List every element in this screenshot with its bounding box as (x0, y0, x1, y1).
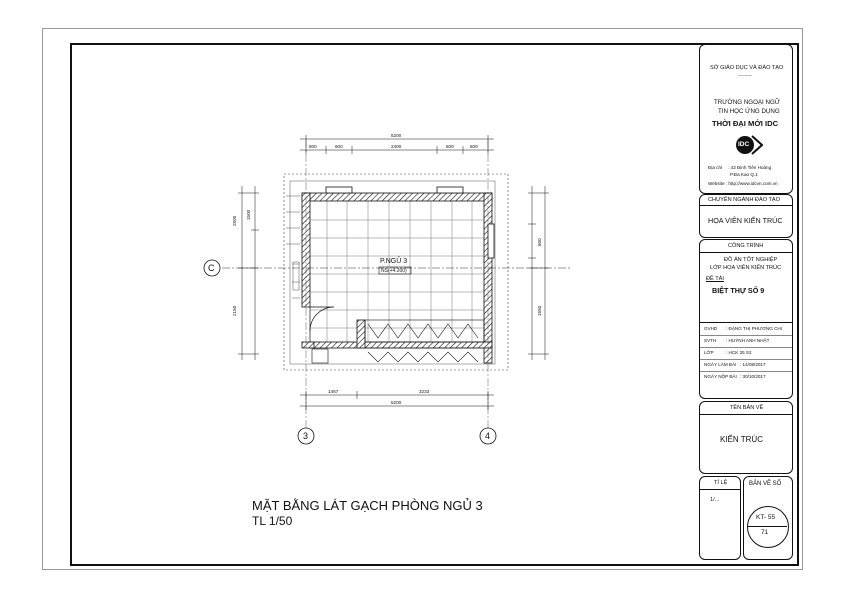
school-line2: TIN HỌC ỨNG DỤNG (718, 108, 780, 115)
dim-bottom-seg: 3233 (419, 389, 430, 394)
dim-bottom-seg: 1467 (328, 389, 339, 394)
school-line1: TRƯỜNG NGOẠI NGỮ (714, 99, 781, 106)
title-block-project (699, 239, 793, 399)
grid-label-3: 3 (303, 431, 309, 441)
info-label: GVHD (704, 326, 718, 331)
dim-right-1: 600 (537, 238, 542, 246)
dim-right-2: 1550 (537, 305, 542, 316)
dim-top-seg: 600 (309, 144, 317, 149)
major-value: HỌA VIÊN KIẾN TRÚC (708, 216, 783, 225)
sheet-page: 71 (761, 529, 769, 536)
idc-logo (730, 133, 764, 157)
sheet-no-value: KT- 55 (756, 514, 776, 521)
grid-label-4: 4 (485, 431, 491, 441)
title-block-major (699, 194, 793, 238)
room-level: NS(+4.200) (381, 267, 407, 274)
ministry-text: SỞ GIÁO DỤC VÀ ĐÀO TẠO (710, 65, 784, 71)
info-value: : HCK 35 S2 (726, 350, 752, 355)
scale-label: TỈ LỆ (714, 480, 728, 486)
drawing-scale: TL 1/50 (252, 514, 293, 528)
dim-left-2: 1500 (246, 209, 251, 220)
window-top-right (437, 187, 463, 193)
walls (302, 193, 492, 363)
stair-lines (286, 196, 300, 298)
dim-top-seg: 2400 (391, 144, 402, 149)
drawing-title: MẶT BẰNG LÁT GẠCH PHÒNG NGỦ 3 (252, 498, 483, 513)
sheet-no-label: BẢN VẼ SỐ (749, 481, 782, 487)
website-text: Website : http://www.idcvn.com.vn (708, 181, 778, 186)
topic-label: ĐỀ TÀI (706, 276, 724, 282)
dim-bottom-total: 5200 (391, 400, 402, 405)
dim-left-1: 2500 (232, 215, 237, 226)
info-label: NGÀY NỘP BÀI (704, 374, 737, 379)
info-value: : 14/08/2017 (740, 362, 766, 367)
school-name: THỜI ĐẠI MỚI IDC (712, 119, 779, 128)
address-value2: P.Đa Kao Q.1 (730, 172, 758, 177)
scale-value: 1/... (710, 497, 720, 503)
info-value: : 30/10/2017 (740, 374, 766, 379)
dim-left-3: 2150 (232, 305, 237, 316)
sheet-name-label: TÊN BẢN VẼ (730, 405, 764, 411)
info-value: : ĐẶNG THỊ PHƯƠNG CHI (726, 326, 783, 331)
title-block-scale (699, 476, 741, 560)
topic-value: BIỆT THỰ SỐ 9 (712, 286, 765, 295)
room-label: P.NGỦ 3 (380, 258, 408, 265)
dim-top-seg: 600 (446, 144, 454, 149)
info-label: NGÀY LÀM BÀI (704, 362, 737, 367)
sheet-no-circle (747, 506, 789, 548)
title-block-sheet-name (699, 401, 793, 474)
grid-label-c: C (208, 263, 215, 273)
project-line1: ĐỒ ÁN TỐT NGHIỆP (724, 257, 778, 263)
address-value1: : 43 Đinh Tiên Hoàng (728, 165, 772, 170)
title-block-sheet-no (743, 476, 793, 560)
logo-text: IDC (738, 141, 750, 148)
project-line2: LỚP HỌA VIÊN KIẾN TRÚC (710, 265, 782, 271)
info-label: LỚP (704, 350, 714, 355)
sheet-name-value: KIẾN TRÚC (720, 435, 763, 444)
dim-top-total: 5200 (391, 133, 402, 138)
dim-top-seg: 600 (335, 144, 343, 149)
dim-right (528, 186, 549, 360)
window-right (488, 224, 494, 258)
door-swing (310, 307, 334, 331)
project-label: CÔNG TRÌNH (728, 243, 764, 249)
dim-top-seg: 600 (470, 144, 478, 149)
address-label: Địa chỉ (708, 165, 723, 170)
title-block-school (699, 44, 793, 194)
bottom-left-box (312, 349, 328, 363)
separator-text: --------- (738, 73, 752, 78)
info-value: : HUỲNH ANH NHẬT (726, 338, 770, 343)
major-label: CHUYÊN NGÀNH ĐÀO TẠO (708, 197, 781, 203)
wardrobe (365, 320, 484, 362)
info-label: SVTH (704, 338, 717, 343)
window-top-left (326, 187, 352, 193)
